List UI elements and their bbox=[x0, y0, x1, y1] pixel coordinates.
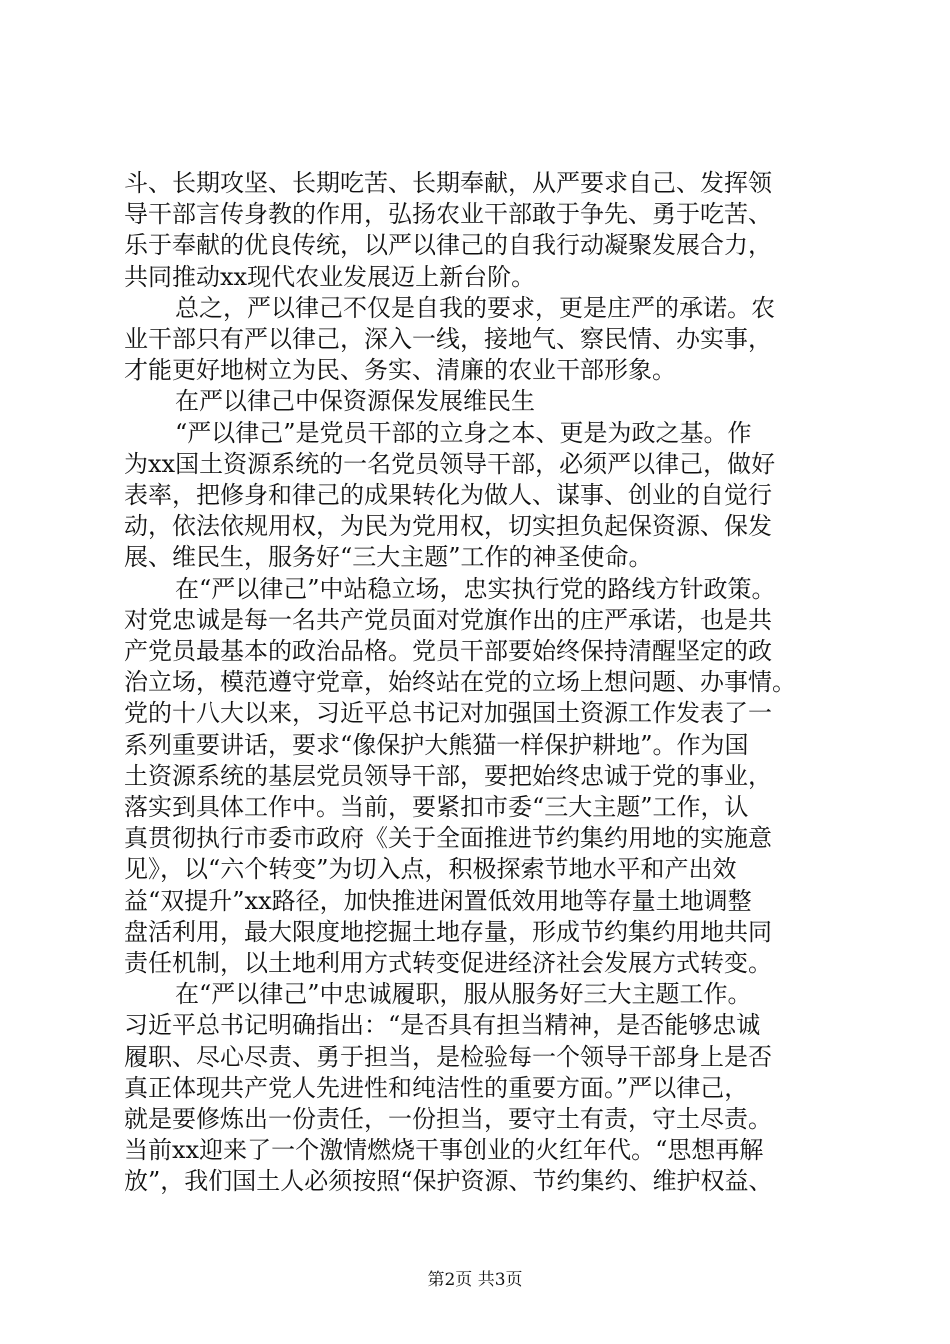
text-line: 责任机制，以土地利用方式转变促进经济社会发展方式转变。 bbox=[124, 949, 772, 977]
text-line: 系列重要讲话，要求“像保护大熊猫一样保护耕地”。作为国 bbox=[124, 730, 749, 759]
paragraph-start-line: “严以律己”是党员干部的立身之本、更是为政之基。作 bbox=[175, 418, 752, 447]
text-line: 产党员最基本的政治品格。党员干部要始终保持清醒坚定的政 bbox=[124, 637, 772, 665]
text-line: 放”，我们国土人必须按照“保护资源、节约集约、维护权益、 bbox=[124, 1167, 773, 1196]
text-line: 就是要修炼出一份责任，一份担当，要守土有责，守土尽责。 bbox=[124, 1105, 772, 1133]
section-heading: 在严以律己中保资源保发展维民生 bbox=[175, 387, 535, 416]
text-line: 才能更好地树立为民、务实、清廉的农业干部形象。 bbox=[124, 356, 676, 385]
text-line: 乐于奉献的优良传统，以严以律己的自我行动凝聚发展合力， bbox=[124, 231, 772, 260]
paragraph-start-line: 总之，严以律己不仅是自我的要求，更是庄严的承诺。农 bbox=[175, 293, 775, 322]
text-line: 斗、长期攻坚、长期吃苦、长期奉献，从严要求自己、发挥领 bbox=[124, 169, 772, 197]
text-line: 真贯彻执行市委市政府《关于全面推进节约集约用地的实施意 bbox=[124, 824, 772, 853]
text-line: 履职、尽心尽责、勇于担当，是检验每一个领导干部身上是否 bbox=[124, 1042, 772, 1071]
text-line: 当前xx迎来了一个激情燃烧干事创业的火红年代。“思想再解 bbox=[124, 1136, 764, 1165]
text-line: 对党忠诚是每一名共产党员面对党旗作出的庄严承诺，也是共 bbox=[124, 605, 772, 634]
paragraph-start-line: 在“严以律己”中忠诚履职，服从服务好三大主题工作。 bbox=[175, 980, 752, 1009]
text-line: 业干部只有严以律己，深入一线，接地气、察民情、办实事， bbox=[124, 325, 772, 353]
text-line: 表率，把修身和律己的成果转化为做人、谋事、创业的自觉行 bbox=[124, 481, 772, 509]
text-line: 真正体现共产党人先进性和纯洁性的重要方面。”严以律己， bbox=[124, 1073, 749, 1102]
text-line: 盘活利用，最大限度地挖掘土地存量，形成节约集约用地共同 bbox=[124, 917, 772, 946]
text-line: 治立场，模范遵守党章，始终站在党的立场上想问题、办事情。 bbox=[124, 668, 796, 697]
text-line: 为xx国土资源系统的一名党员领导干部，必须严以律己，做好 bbox=[124, 449, 776, 478]
paragraph-start-line: 在“严以律己”中站稳立场，忠实执行党的路线方针政策。 bbox=[175, 574, 776, 603]
text-line: 党的十八大以来，习近平总书记对加强国土资源工作发表了一 bbox=[124, 699, 772, 728]
text-line: 共同推动xx现代农业发展迈上新台阶。 bbox=[124, 262, 536, 291]
text-line: 习近平总书记明确指出：“是否具有担当精神，是否能够忠诚 bbox=[124, 1011, 761, 1040]
text-line: 益“双提升”xx路径，加快推进闲置低效用地等存量土地调整 bbox=[124, 886, 752, 915]
text-line: 导干部言传身教的作用，弘扬农业干部敢于争先、勇于吃苦、 bbox=[124, 200, 772, 229]
text-line: 见》，以“六个转变”为切入点，积极探索节地水平和产出效 bbox=[124, 855, 737, 884]
text-line: 土资源系统的基层党员领导干部，要把始终忠诚于党的事业， bbox=[124, 761, 772, 790]
text-line: 落实到具体工作中。当前，要紧扣市委“三大主题”工作，认 bbox=[124, 793, 749, 821]
text-line: 展、维民生，服务好“三大主题”工作的神圣使命。 bbox=[124, 543, 653, 572]
page-number-footer: 第2页 共3页 bbox=[427, 1270, 523, 1290]
text-line: 动，依法依规用权，为民为党用权，切实担负起保资源、保发 bbox=[124, 512, 772, 541]
